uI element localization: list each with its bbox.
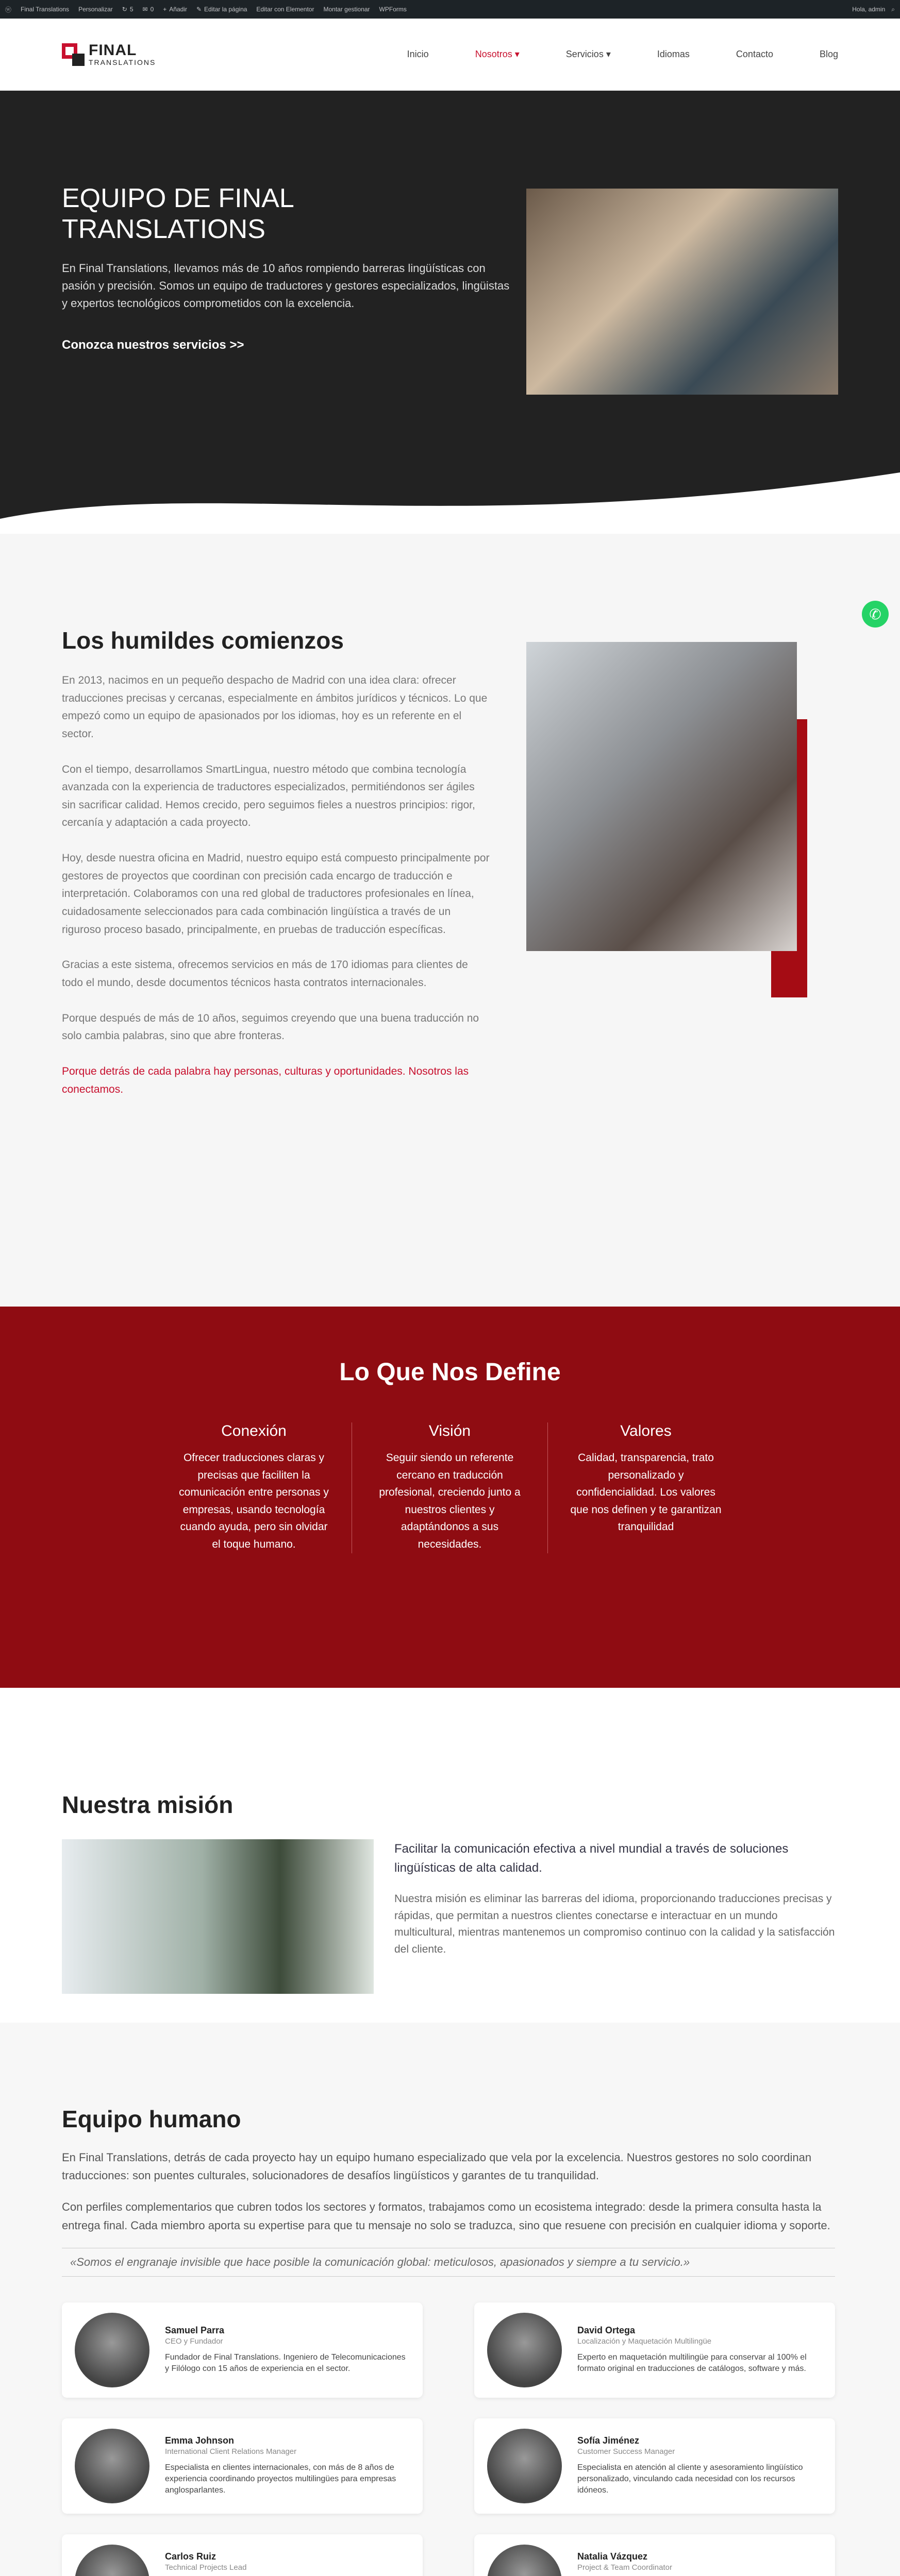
team-card	[62, 2302, 423, 2398]
admin-search-icon[interactable]: ⌕	[891, 5, 895, 13]
beginnings-p1: En 2013, nacimos en un pequeño despacho de Madrid con una idea clara: ofrecer traducciones precisas y cercanas, especialmente en ámbitos jurídicos y técnicos. Lo que empezó como un equipo de apasionados por los idiomas, hoy es un referente en el sector.	[62, 674, 488, 740]
define-section	[0, 1307, 900, 1688]
member-name: Emma Johnson	[165, 2435, 235, 2446]
nav-inicio[interactable]: Inicio	[407, 49, 429, 59]
member-role: International Client Relations Manager	[165, 2447, 297, 2456]
define-col-text: Seguir siendo un referente cercano en traducción profesional, creciendo junto a nuestros clientes y adaptándonos a sus necesidades.	[379, 1452, 521, 1550]
nav-contacto[interactable]: Contacto	[736, 49, 773, 59]
member-name: David Ortega	[577, 2325, 636, 2335]
beginnings-photo	[526, 642, 797, 951]
hero-team-photo	[526, 189, 838, 395]
team-p2: Con perfiles complementarios que cubren todos los sectores y formatos, trabajamos como un ecosistema integrado: desde la primera consulta hasta la entrega final. Cada miembro aporta su expertise para que tu mensaje no solo se traduzca, sino que resuene con precisión en cualquier idioma y soporte.	[62, 2200, 830, 2232]
member-role: Customer Success Manager	[577, 2447, 675, 2456]
site-logo[interactable]	[62, 43, 156, 66]
nav-nosotros[interactable]	[475, 49, 520, 60]
define-col-text: Ofrecer traducciones claras y precisas que faciliten la comunicación entre personas y empresas, usando tecnología cuando ayuda, pero sin olvidar el toque humano.	[179, 1452, 329, 1550]
admin-customize[interactable]: Personalizar	[78, 6, 113, 13]
admin-comments[interactable]: ✉ 0	[142, 6, 154, 13]
logo-word: FINAL	[89, 41, 137, 59]
define-col-title: Visión	[428, 1422, 471, 1439]
avatar	[75, 2313, 149, 2387]
beginnings-p5: Porque después de más de 10 años, seguimos creyendo que una buena traducción no solo cambia palabras, sino que abre fronteras.	[62, 1012, 479, 1042]
whatsapp-icon[interactable]: ✆	[862, 601, 889, 628]
avatar	[487, 2545, 562, 2576]
nav-servicios[interactable]	[566, 49, 611, 60]
member-role: Technical Projects Lead	[165, 2563, 247, 2572]
comments-count: 0	[150, 6, 154, 13]
avatar	[75, 2545, 149, 2576]
chevron-down-icon: ▾	[606, 49, 611, 59]
admin-edit-page[interactable]: ✎ Editar la página	[196, 6, 247, 13]
admin-new-label: Añadir	[169, 6, 187, 13]
hero-title: EQUIPO DE FINAL TRANSLATIONS	[62, 183, 293, 244]
mission-title: Nuestra misión	[62, 1791, 234, 1818]
avatar	[75, 2429, 149, 2503]
beginnings-p4: Gracias a este sistema, ofrecemos servicios en más de 170 idiomas para clientes de todo el mundo, desde documentos técnicos hasta contratos internacionales.	[62, 959, 468, 989]
member-desc: Fundador de Final Translations. Ingeniero de Telecomunicaciones y Filólogo con 15 años de experiencia en el sector.	[165, 2352, 406, 2374]
team-card	[474, 2534, 835, 2576]
hero-section	[0, 91, 900, 534]
updates-count: 5	[129, 6, 134, 13]
define-col-vision	[352, 1422, 548, 1553]
team-grid	[62, 2302, 838, 2576]
team-title: Equipo humano	[62, 2106, 241, 2132]
nav-nosotros-label: Nosotros	[475, 49, 512, 59]
mission-photo	[62, 1839, 374, 1994]
member-role: Localización y Maquetación Multilingüe	[577, 2336, 712, 2346]
member-name: Carlos Ruiz	[165, 2551, 216, 2562]
define-col-text: Calidad, transparencia, trato personalizado y confidencialidad. Los valores que nos definen y te garantizan tranquilidad	[570, 1452, 722, 1533]
logo-subword: TRANSLATIONS	[89, 58, 156, 66]
admin-elementor[interactable]: Editar con Elementor	[256, 6, 314, 13]
team-card	[62, 2534, 423, 2576]
site-header	[0, 19, 900, 91]
team-section	[0, 2023, 900, 2576]
beginnings-p3: Hoy, desde nuestra oficina en Madrid, nuestro equipo está compuesto principalmente por gestores de proyectos que coordinan con precisión cada encargo de traducción e interpretación. Colaboramos con una red global de traductores profesionales en línea, cuidadosamente seleccionados para cada combinación lingüística a través de un riguroso proceso basado, principalmente, en pruebas de traducción específicas.	[62, 852, 490, 936]
define-col-conexion	[156, 1422, 352, 1553]
beginnings-title: Los humildes comienzos	[62, 627, 344, 654]
nav-servicios-label: Servicios	[565, 49, 604, 59]
team-card	[474, 2302, 835, 2398]
services-link[interactable]: Conozca nuestros servicios >>	[62, 337, 244, 352]
define-col-valores	[548, 1422, 744, 1553]
member-desc: Especialista en atención al cliente y asesoramiento lingüístico personalizado, vinculando cada necesidad con los recursos idóneos.	[577, 2463, 803, 2495]
admin-greeting[interactable]: Hola, admin	[852, 6, 886, 13]
nav-idiomas[interactable]: Idiomas	[657, 49, 690, 59]
mission-section	[0, 1688, 900, 2023]
hero-text: En Final Translations, llevamos más de 10 años rompiendo barreras lingüísticas con pasión y precisión. Somos un equipo de traductores y gestores especializados, lingüistas y expertos tecnológicos comprometidos con la excelencia.	[62, 261, 510, 310]
team-p1: En Final Translations, detrás de cada proyecto hay un equipo humano especializado que vela por la excelencia. Nuestros gestores no solo coordinan traducciones: son puentes culturales, solucionadores de desafíos lingüísticos y garantes de tu tranquilidad.	[62, 2151, 812, 2182]
main-nav	[407, 49, 838, 60]
team-card	[474, 2418, 835, 2514]
admin-bar	[0, 0, 900, 19]
mission-lead: Facilitar la comunicación efectiva a nivel mundial a través de soluciones lingüísticas de alta calidad.	[394, 1842, 789, 1875]
define-col-title: Valores	[620, 1422, 672, 1439]
logo-mark	[62, 43, 85, 66]
define-col-title: Conexión	[221, 1422, 287, 1439]
member-name: Sofía Jiménez	[577, 2435, 640, 2446]
define-title: Lo Que Nos Define	[339, 1359, 561, 1386]
admin-manage[interactable]: Montar gestionar	[323, 6, 370, 13]
avatar	[487, 2429, 562, 2503]
team-card	[62, 2418, 423, 2514]
mission-text: Nuestra misión es eliminar las barreras del idioma, proporcionando traducciones precisas y rápidas, que permitan a nuestros clientes conectarse e interactuar en un mundo multicultural, mientras mantenemos un compromiso continuo con la calidad y la satisfacción del cliente.	[394, 1893, 835, 1956]
wordpress-icon[interactable]: ⓦ	[5, 6, 12, 13]
admin-edit-label: Editar la página	[204, 6, 247, 13]
member-name: Natalia Vázquez	[577, 2551, 648, 2562]
hero-wave-divider	[0, 462, 900, 534]
member-role: Project & Team Coordinator	[577, 2563, 672, 2572]
member-role: CEO y Fundador	[165, 2336, 223, 2346]
team-quote: «Somos el engranaje invisible que hace posible la comunicación global: meticulosos, apasionados y siempre a tu servicio.»	[62, 2248, 835, 2277]
admin-new[interactable]: + Añadir	[163, 6, 187, 13]
member-desc: Especialista en clientes internacionales, con más de 8 años de experiencia coordinando proyectos multilingües para empresas anglosparlantes.	[165, 2463, 396, 2495]
admin-wpforms[interactable]: WPForms	[379, 6, 407, 13]
beginnings-p6: Porque detrás de cada palabra hay personas, culturas y oportunidades. Nosotros las conectamos.	[62, 1065, 469, 1095]
admin-site-link[interactable]: Final Translations	[21, 6, 70, 13]
chevron-down-icon: ▾	[514, 49, 520, 59]
member-desc: Experto en maquetación multilingüe para conservar al 100% el formato original en traducciones de catálogos, software y más.	[577, 2352, 807, 2374]
admin-updates[interactable]: ↻ 5	[122, 6, 134, 13]
beginnings-p2: Con el tiempo, desarrollamos SmartLingua, nuestro método que combina tecnología avanzada con la experiencia de traductores especializados, permitiéndonos ser ágiles sin sacrificar calidad. Hemos crecido, pero seguimos fieles a nuestros principios: rigor, cercanía y adaptación a cada proyecto.	[62, 763, 475, 829]
member-name: Samuel Parra	[165, 2325, 225, 2335]
nav-blog[interactable]: Blog	[819, 49, 838, 59]
avatar	[487, 2313, 562, 2387]
beginnings-section	[0, 534, 900, 1307]
